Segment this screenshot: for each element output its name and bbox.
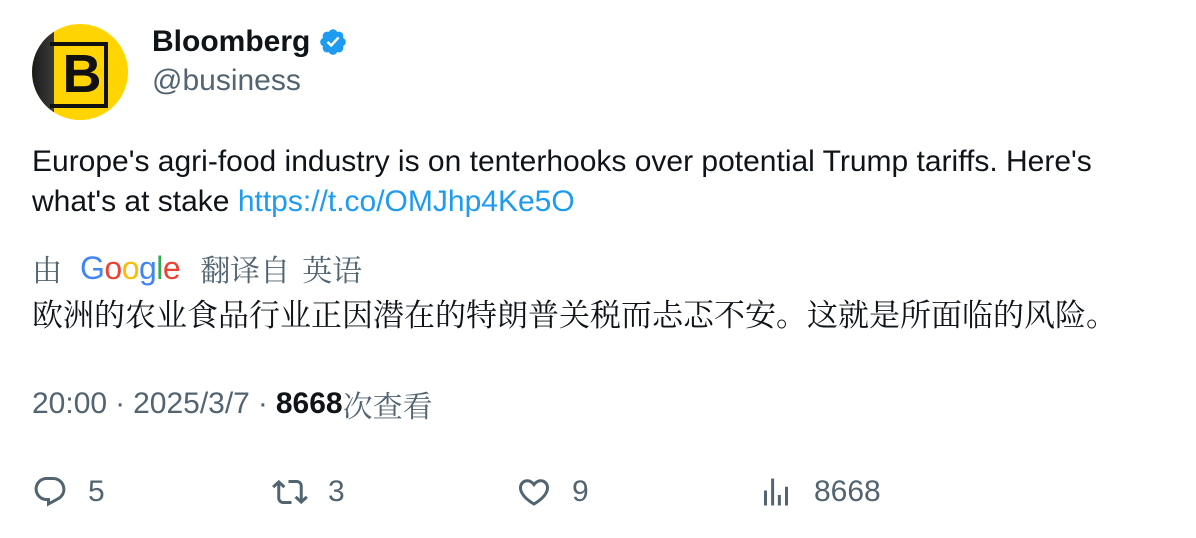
tweet-text [32,142,1172,222]
tweet-time[interactable]: 20:00 [32,387,108,420]
tweet-date[interactable]: 2025/3/7 [133,387,250,420]
tweet-body: Europe's agri-food industry is on tenterhooks over potential Trump tariffs. Here's what's at stake [32,145,1092,218]
translation-by-label: 由 [32,255,62,288]
retweet-button[interactable] [272,470,345,514]
author-display-name[interactable]: Bloomberg [152,25,311,58]
translation-from-label: 翻译自 [200,255,291,288]
google-logo[interactable]: Google [80,250,181,286]
tweet-meta [32,382,433,426]
retweet-icon [272,474,308,510]
retweet-count: 3 [328,475,345,508]
like-count: 9 [572,475,589,508]
like-button[interactable] [516,470,589,514]
heart-icon [516,474,552,510]
views-action-count: 8668 [814,475,881,508]
tweet-link[interactable]: https://t.co/OMJhp4Ke5O [237,185,575,218]
views-count: 8668 [275,387,343,420]
translated-tweet-text: 欧洲的农业食品行业正因潜在的特朗普关税而忐忑不安。这就是所面临的风险。 [32,298,1117,333]
tweet-actions [30,470,1170,514]
meta-separator: · [257,387,268,420]
views-label: 次查看 [342,391,433,424]
views-button[interactable] [758,470,881,514]
translation-attribution [32,246,362,290]
avatar-logo-letter: B [62,44,102,104]
reply-count: 5 [88,475,105,508]
reply-icon [32,474,68,510]
meta-separator: · [115,387,126,420]
translation-source-language: 英语 [302,255,363,288]
avatar[interactable] [32,24,128,120]
analytics-icon [758,474,794,510]
author-name-row [152,24,348,60]
verified-badge-icon[interactable] [318,27,348,57]
author-handle[interactable]: @business [152,64,301,97]
reply-button[interactable] [32,470,105,514]
